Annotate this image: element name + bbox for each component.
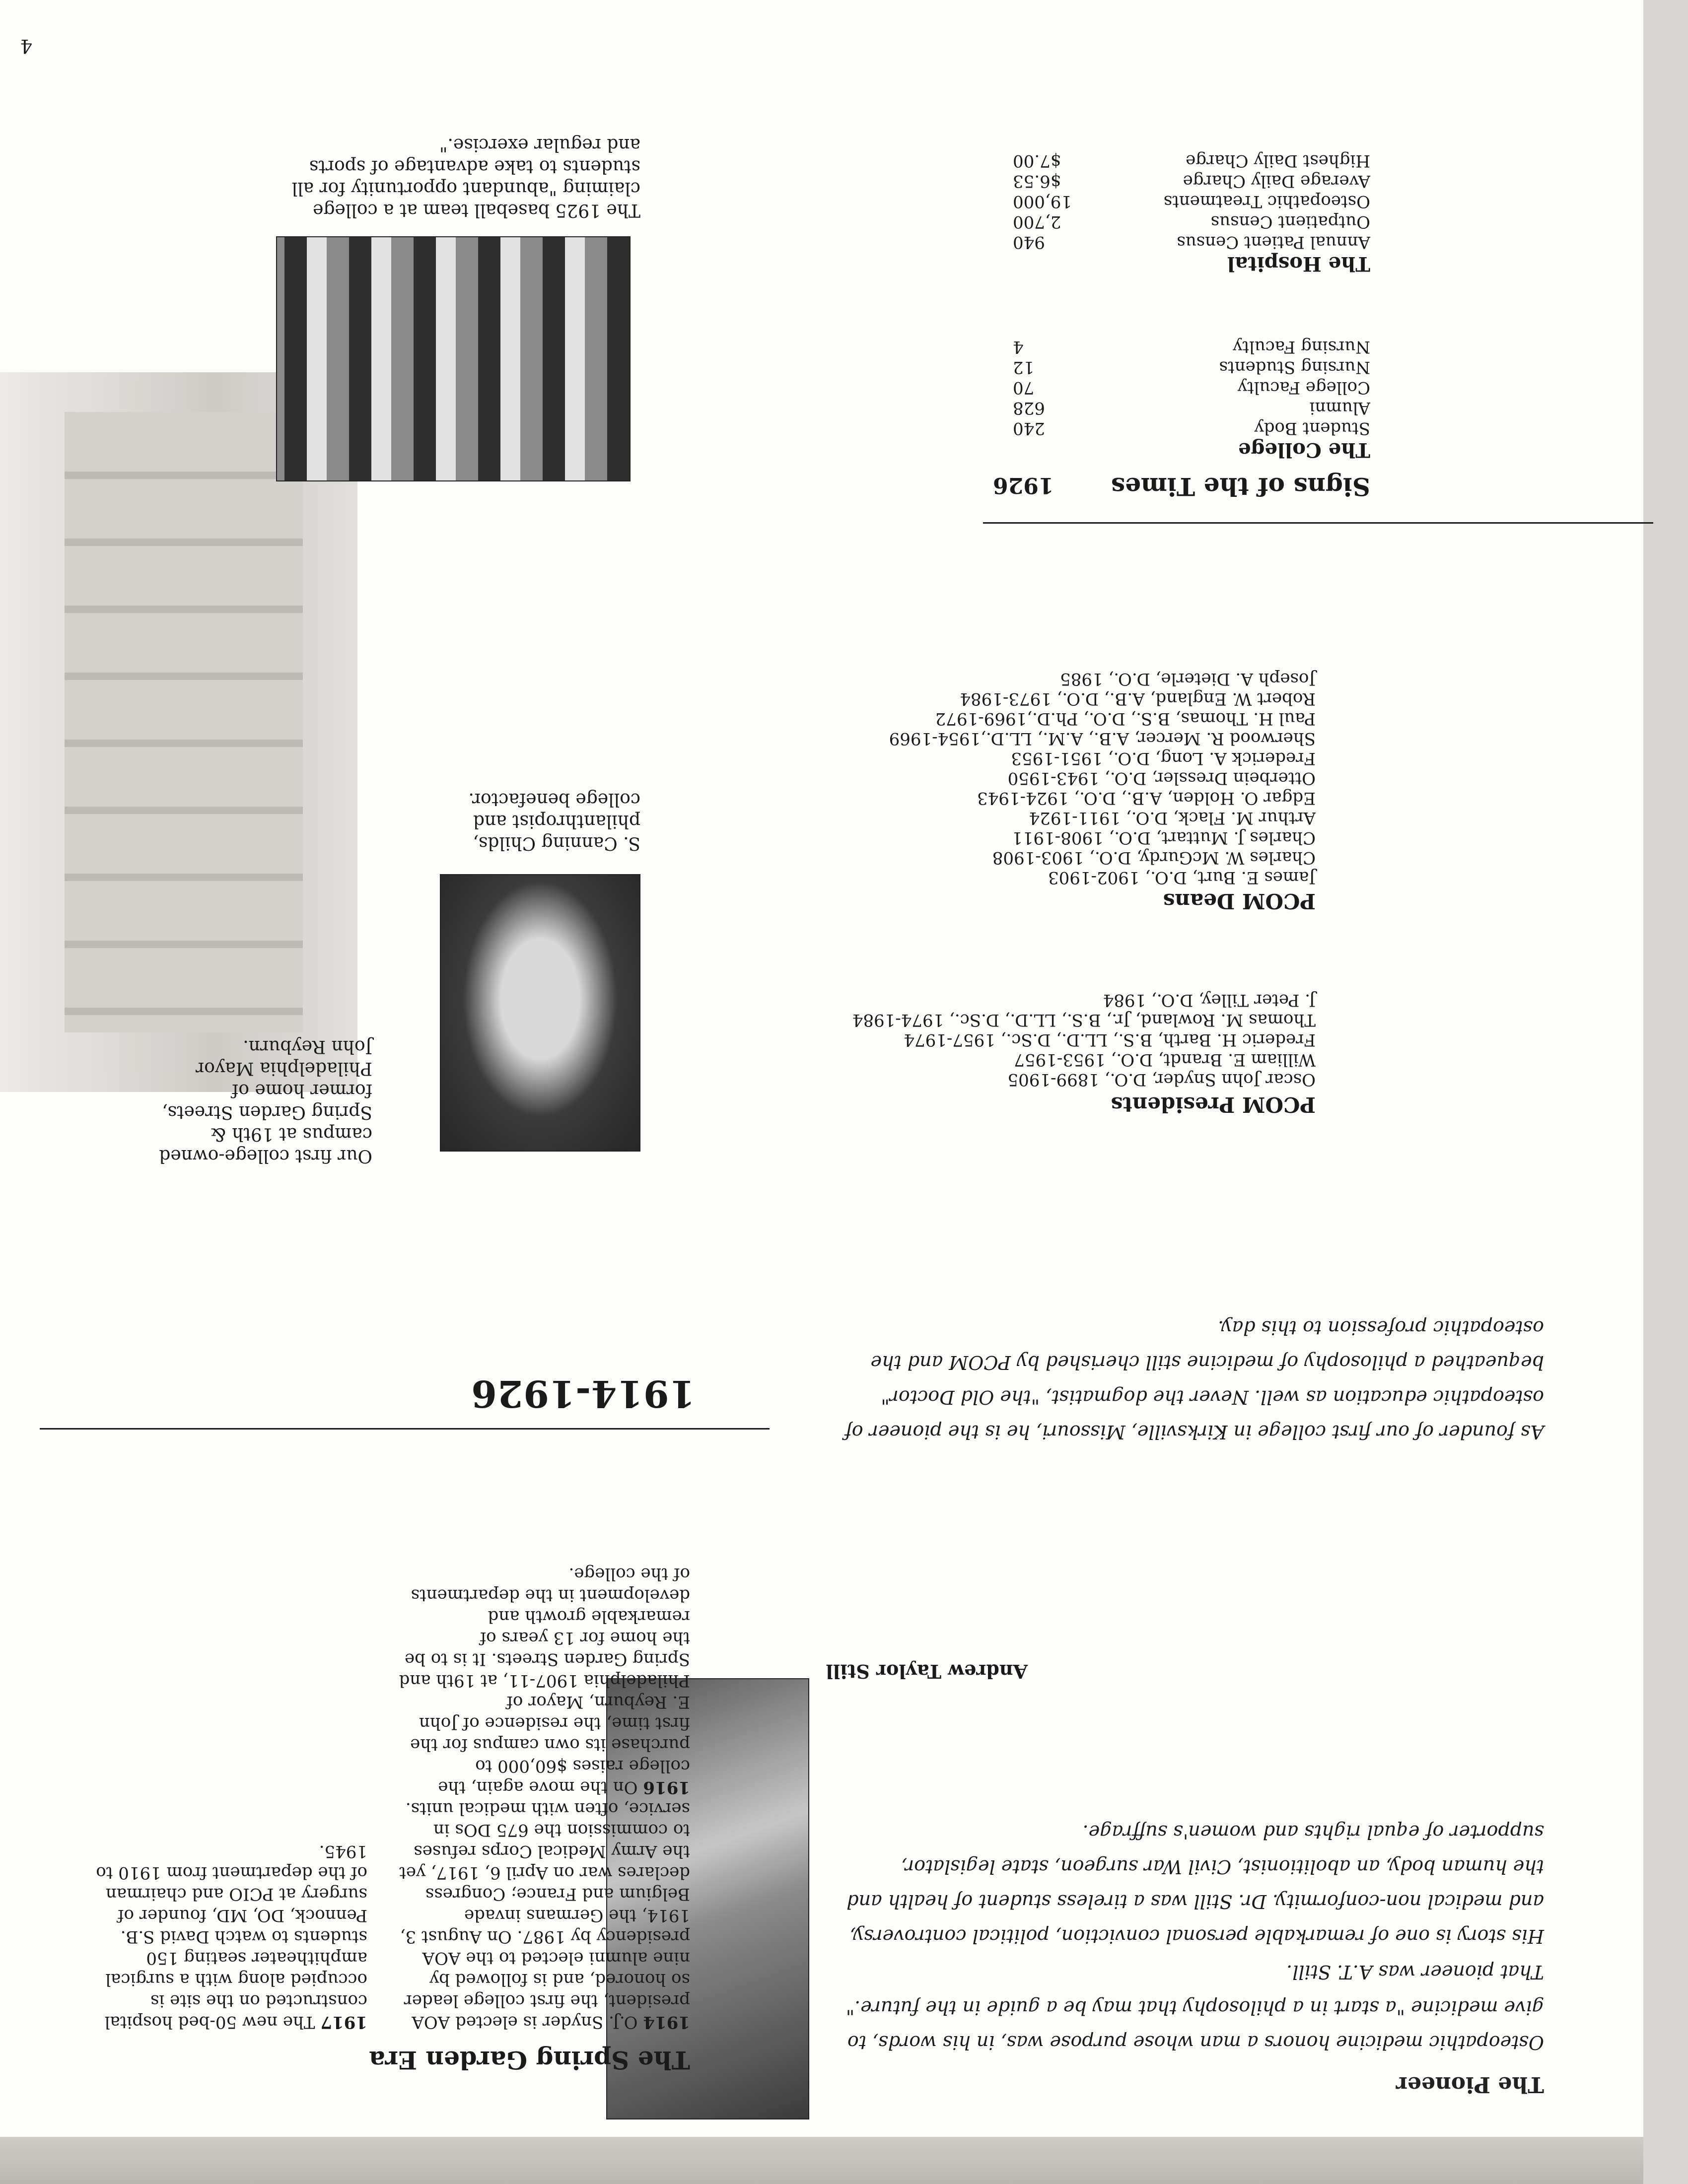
stat-label: Annual Patient Census — [1177, 232, 1370, 252]
era-years: 1914-1926 — [471, 1372, 695, 1415]
list-item: Charles W. McGurdy, D.O., 1903-1908 — [992, 848, 1316, 868]
campus-caption: Our first college-owned campus at 19th & Spring Garden Streets, former home of Philadelphia Mayor John Reyburn. — [159, 1036, 372, 1166]
pioneer-text — [829, 1815, 1544, 2060]
college-stats — [1013, 337, 1370, 462]
era-divider — [40, 1428, 770, 1430]
timeline-text: On the move again, the college raises $60,000 to purchase its own campus for the first time, the residence of John E. Reyburn, Mayor of Philadelphia 1907-11, at 19th and Spring Garden Streets. It is to be the home for 13 years of remarkable growth and development in the departments of the college. — [399, 1564, 690, 1797]
timeline-column-1 — [397, 1563, 690, 2033]
stat-value: $7.00 — [1013, 151, 1061, 171]
list-item: Charles J. Muttart, D.O., 1908-1911 — [1012, 828, 1316, 848]
timeline-year: 1914 — [643, 2012, 690, 2032]
stat-row — [1013, 150, 1370, 171]
childs-caption: S. Canning Childs, philanthropist and college benefactor. — [468, 789, 640, 853]
stat-row — [1013, 337, 1370, 357]
stat-label: Osteopathic Treatments — [1163, 192, 1370, 211]
signs-header — [993, 472, 1370, 501]
signs-year: 1926 — [993, 473, 1054, 498]
list-item: Thomas M. Rowland, Jr., B.S., LL.D., D.Sc., 1974-1984 — [852, 1010, 1316, 1030]
timeline-column-2 — [92, 1841, 367, 2033]
pioneer-text-continued — [799, 1310, 1544, 1449]
stat-label: Nursing Students — [1219, 357, 1370, 377]
stat-label: Student Body — [1254, 418, 1370, 438]
stat-label: Alumni — [1309, 398, 1370, 418]
stat-label: College Faculty — [1237, 378, 1370, 398]
canning-childs-portrait — [440, 874, 640, 1152]
deans-title: PCOM Deans — [1163, 889, 1316, 913]
stat-value: 240 — [1013, 418, 1045, 438]
stat-value: $6.53 — [1013, 171, 1061, 191]
list-item: Edgar O. Holden, A.B., D.O., 1924-1943 — [977, 788, 1316, 808]
stat-label: Highest Daily Charge — [1186, 151, 1370, 171]
list-item: Robert W. England, A.B., D.O., 1973-1984 — [960, 689, 1316, 709]
stat-row — [1013, 232, 1370, 252]
timeline-entry — [397, 1563, 690, 1798]
presidents-list — [770, 990, 1316, 1090]
stat-row — [1013, 191, 1370, 211]
stat-value: 12 — [1013, 357, 1035, 377]
stat-value: 2,700 — [1013, 212, 1061, 232]
list-item: Paul H. Thomas, B.S., D.O., Ph.D.,1969-1972 — [935, 709, 1316, 729]
stat-row — [1013, 357, 1370, 377]
stat-row — [1013, 171, 1370, 191]
college-title: The College — [1238, 438, 1370, 462]
bottom-grey-strip — [0, 2137, 1688, 2184]
list-item: William E. Brandt, D.O., 1953-1957 — [1014, 1050, 1316, 1070]
pioneer-paragraph: His story is one of remarkable personal conviction, political controversy, and medical non-conformity. Dr. Still was a tireless student of health and the human body, an abolitionist, Civil War surgeon, state legislator, supporter of equal rights and women's suffrage. — [846, 1821, 1544, 1947]
presidents-title: PCOM Presidents — [1111, 1092, 1316, 1117]
timeline-year: 1917 — [320, 2012, 367, 2032]
stat-value: 940 — [1013, 232, 1045, 252]
era-title: The Spring Garden Era — [369, 2046, 690, 2075]
list-item: Joseph A. Dieterle, D.O., 1985 — [1060, 669, 1316, 689]
list-item: Frederic H. Barth, B.S., LL.D., D.Sc., 1957-1974 — [904, 1030, 1316, 1050]
stat-label: Average Daily Charge — [1183, 171, 1370, 191]
stat-value: 70 — [1013, 378, 1035, 398]
timeline-text: O.J. Snyder is elected AOA president, the first college leader so honored, and is followed by nine alumni elected to the AOA presidency by 1987. On August 3, 1914, the Germans invade Belgium and France; Congress declares war on April 6, 1917, yet the Army Medical Corps refuses to commission the 675 DOs in service, often with medical units. — [399, 1799, 690, 2032]
stat-value: 628 — [1013, 398, 1045, 418]
signs-divider — [983, 522, 1653, 524]
timeline-year: 1916 — [643, 1777, 690, 1797]
list-item: J. Peter Tilley, D.O., 1984 — [1103, 990, 1316, 1010]
hospital-stats — [1013, 150, 1370, 275]
stat-row — [1013, 377, 1370, 398]
list-item: Frederick A. Long, D.O., 1951-1953 — [1011, 749, 1316, 768]
stat-row — [1013, 211, 1370, 232]
timeline-entry — [397, 1798, 690, 2033]
signs-title: Signs of the Times — [1111, 472, 1370, 501]
stat-label: Outpatient Census — [1210, 212, 1370, 232]
list-item: Arthur M. Flack, D.O., 1911-1924 — [1029, 808, 1316, 828]
stat-label: Nursing Faculty — [1233, 337, 1370, 357]
list-item: Sherwood R. Mercer, A.B., A.M., LL.D.,1954-1969 — [889, 729, 1316, 749]
page-number: 4 — [20, 35, 32, 57]
timeline-text: The new 50-bed hospital constructed on the site is occupied along with a surgical amphitheater seating 150 students to watch David S.B. Pennock, DO, MD, founder of surgery at PCIO and chairman of the department from 1910 to 1945. — [96, 1842, 367, 2032]
timeline-entry — [92, 1841, 367, 2033]
stat-row — [1013, 418, 1370, 438]
list-item: Otterbein Dressler, D.O., 1943-1950 — [1007, 768, 1316, 788]
baseball-team-photo — [276, 236, 631, 481]
list-item: James E. Burt, D.O., 1902-1903 — [1048, 868, 1316, 887]
baseball-caption: The 1925 baseball team at a college claiming "abundant opportunity for all students to take advantage of sports and regular exercise." — [291, 135, 640, 220]
pioneer-title: The Pioneer — [1396, 2072, 1544, 2097]
pioneer-paragraph: Osteopathic medicine honors a man whose purpose was, in his words, to give medicine "a start in a philosophy that may be a guide in the future." — [845, 1997, 1544, 2053]
still-photo-caption: Andrew Taylor Still — [826, 1660, 1028, 1683]
stat-row — [1013, 398, 1370, 418]
pioneer-paragraph: As founder of our first college in Kirksville, Missouri, he is the pioneer of osteopathic education as well. Never the dogmatist, "the Old Doctor" bequeathed a philosophy of medicine still cherished by PCOM and the osteopathic profession to this day. — [844, 1317, 1544, 1443]
deans-list — [770, 669, 1316, 887]
pioneer-paragraph: That pioneer was A.T. Still. — [1286, 1961, 1544, 1983]
stat-value: 4 — [1013, 337, 1024, 357]
list-item: Oscar John Snyder, D.O., 1899-1905 — [1007, 1070, 1316, 1090]
hospital-title: The Hospital — [1227, 252, 1370, 275]
page-edge-shade — [1643, 0, 1688, 2184]
stat-value: 19,000 — [1013, 192, 1072, 211]
